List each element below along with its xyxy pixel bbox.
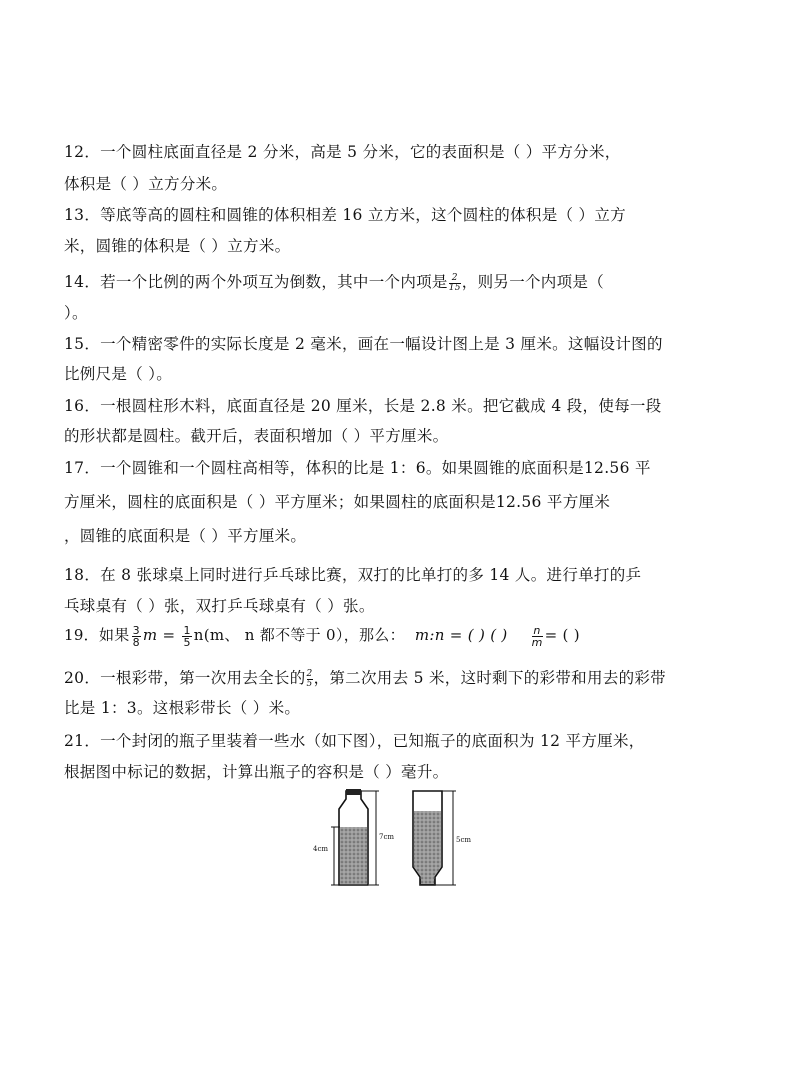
q19-frac-3-8 xyxy=(132,625,141,648)
q19-mid1: m = xyxy=(142,626,181,644)
q14-fraction xyxy=(449,274,461,293)
q21-line1: 21．一个封闭的瓶子里装着一些水（如下图），已知瓶子的底面积为 12 平方厘米， xyxy=(64,732,645,750)
bottle-figure xyxy=(313,785,488,890)
q14-line1 xyxy=(64,270,604,293)
q14-text-before: 14．若一个比例的两个外项互为倒数，其中一个内项是 xyxy=(64,273,448,291)
q18-line1: 18．在 8 张球桌上同时进行乒乓球比赛，双打的比单打的多 14 人。进行单打的乒 xyxy=(64,566,642,584)
q12-line1: 12．一个圆柱底面直径是 2 分米，高是 5 分米，它的表面积是（ ）平方分米， xyxy=(64,143,621,161)
q19-f2-den: 5 xyxy=(183,635,191,649)
q20-text-after: ，第二次用去 5 米，这时剩下的彩带和用去的彩带 xyxy=(313,669,666,687)
q19-prefix: 19．如果 xyxy=(64,626,130,644)
q19-mid2: n(m、 n 都不等于 0），那么： xyxy=(193,626,405,644)
q19-end: = ( ) xyxy=(544,626,580,644)
q17-line2: 方厘米，圆柱的底面积是（ ）平方厘米；如果圆柱的底面积是12.56 平方厘米 xyxy=(64,493,611,511)
upright-bottle xyxy=(331,789,379,885)
q14-text-after: ，则另一个内项是（ xyxy=(461,273,604,291)
label-5cm: 5cm xyxy=(456,836,472,844)
q18-line2: 乓球桌有（ ）张，双打乒乓球桌有（ ）张。 xyxy=(64,597,375,615)
q19-line xyxy=(64,624,580,648)
q19-f1-num: 3 xyxy=(132,623,140,637)
q15-line1: 15．一个精密零件的实际长度是 2 毫米，画在一幅设计图上是 3 厘米。这幅设计图的 xyxy=(64,335,663,353)
q20-frac-num: 2 xyxy=(306,668,313,679)
q19-f1-den: 8 xyxy=(132,635,140,649)
q20-line1 xyxy=(64,666,666,689)
q19-frac-1-5 xyxy=(182,625,191,648)
q19-f2-num: 1 xyxy=(183,623,191,637)
q19-f3-den: m xyxy=(531,635,543,649)
label-4cm: 4cm xyxy=(313,845,329,853)
label-7cm: 7cm xyxy=(379,833,395,841)
q16-line2: 的形状都是圆柱。截开后，表面积增加（ ）平方厘米。 xyxy=(64,427,449,445)
q21-line2: 根据图中标记的数据，计算出瓶子的容积是（ ）毫升。 xyxy=(64,763,449,781)
q20-frac-den: 5 xyxy=(306,678,313,689)
q17-line3: ，圆锥的底面积是（ ）平方厘米。 xyxy=(64,527,307,545)
q20-line2: 比是 1：3。这根彩带长（ ）米。 xyxy=(64,699,301,717)
q17-line1: 17．一个圆锥和一个圆柱高相等，体积的比是 1：6。如果圆锥的底面积是12.56 平 xyxy=(64,459,651,477)
inverted-bottle xyxy=(413,791,456,885)
q15-line2: 比例尺是（ ）。 xyxy=(64,365,173,383)
q12-line2: 体积是（ ）立方分米。 xyxy=(64,175,228,193)
q13-line2: 米，圆锥的体积是（ ）立方米。 xyxy=(64,237,291,255)
q13-line1: 13．等底等高的圆柱和圆锥的体积相差 16 立方米，这个圆柱的体积是（ ）立方 xyxy=(64,206,626,224)
q19-ratio: m:n = ( ) ( ) xyxy=(414,626,508,644)
q14-frac-den: 15 xyxy=(448,282,461,293)
q14-line2: ）。 xyxy=(64,304,88,322)
q19-frac-n-m xyxy=(532,625,543,648)
q20-fraction xyxy=(307,670,313,689)
q19-f3-num: n xyxy=(533,623,541,637)
water-upright xyxy=(340,827,367,884)
q20-text-before: 20．一根彩带，第一次用去全长的 xyxy=(64,669,306,687)
q16-line1: 16．一根圆柱形木料，底面直径是 20 厘米，长是 2.8 米。把它截成 4 段，使每一段 xyxy=(64,397,662,415)
q14-frac-num: 2 xyxy=(451,272,458,283)
